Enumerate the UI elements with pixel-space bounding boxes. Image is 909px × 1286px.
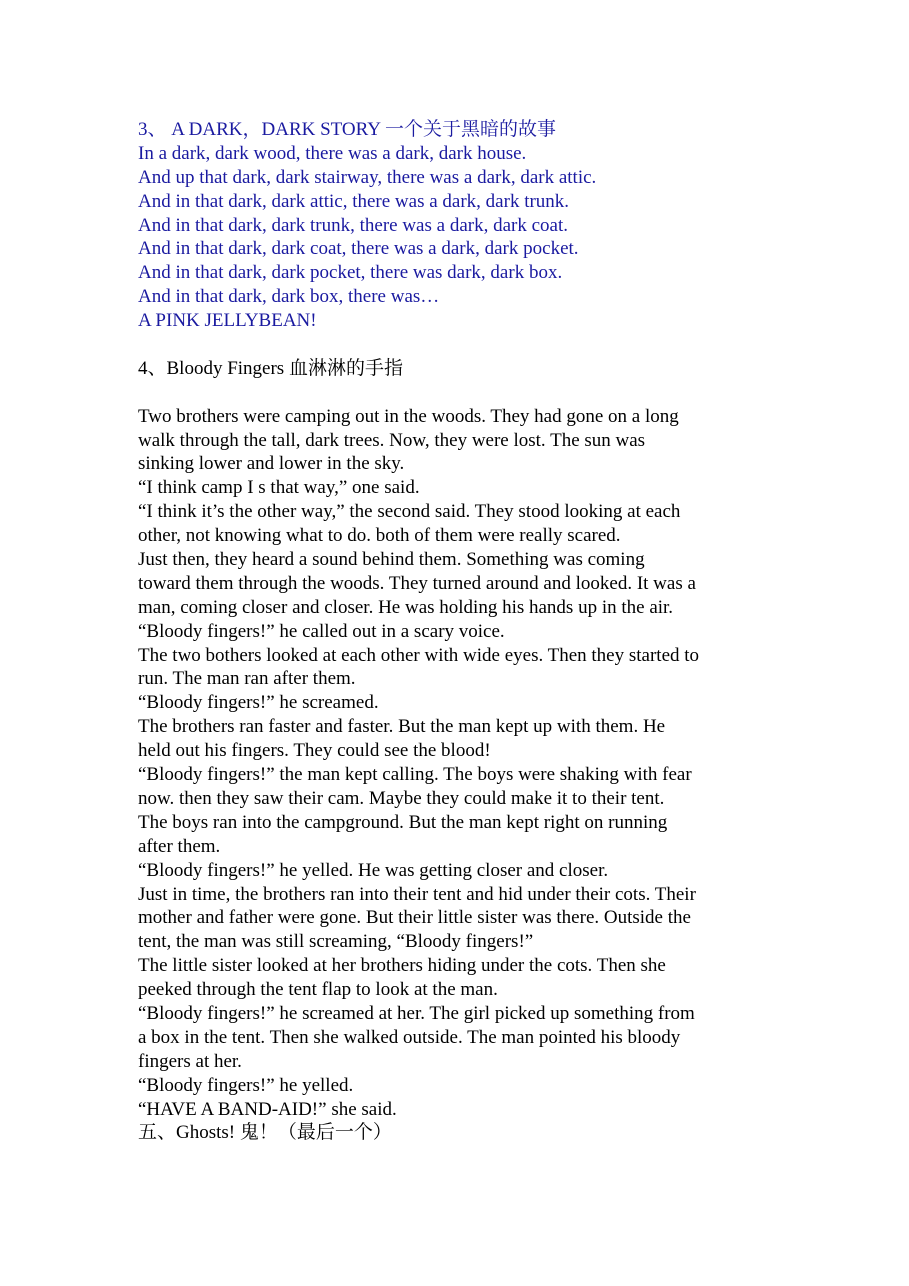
text-line: “I think it’s the other way,” the second said. They stood looking at each bbox=[138, 501, 681, 523]
text-line: And in that dark, dark attic, there was a dark, dark trunk. bbox=[138, 190, 570, 212]
section-3-story bbox=[138, 142, 788, 333]
section-4-story bbox=[138, 405, 788, 1122]
text-line: And in that dark, dark trunk, there was a dark, dark coat. bbox=[138, 214, 568, 236]
text-line: Just then, they heard a sound behind them. Something was coming bbox=[138, 549, 645, 571]
text-line: now. then they saw their cam. Maybe they could make it to their tent. bbox=[138, 787, 665, 809]
text-line: “Bloody fingers!” he called out in a scary voice. bbox=[138, 620, 505, 642]
section-3-heading: 3、 A DARK，DARK STORY 一个关于黑暗的故事 bbox=[138, 119, 557, 140]
text-line: The two bothers looked at each other with wide eyes. Then they started to bbox=[138, 644, 700, 666]
text-line: “Bloody fingers!” the man kept calling. The boys were shaking with fear bbox=[138, 764, 692, 786]
text-line: walk through the tall, dark trees. Now, they were lost. The sun was bbox=[138, 429, 646, 451]
text-line: tent, the man was still screaming, “Bloody fingers!” bbox=[138, 931, 534, 953]
text-line: The little sister looked at her brothers hiding under the cots. Then she bbox=[138, 955, 666, 977]
text-line: fingers at her. bbox=[138, 1050, 242, 1072]
text-line: run. The man ran after them. bbox=[138, 668, 356, 690]
text-line: “Bloody fingers!” he screamed. bbox=[138, 692, 379, 714]
text-line: peeked through the tent flap to look at the man. bbox=[138, 979, 498, 1001]
section-4-heading: 4、Bloody Fingers 血淋淋的手指 bbox=[138, 357, 403, 379]
text-line: In a dark, dark wood, there was a dark, dark house. bbox=[138, 142, 527, 164]
text-line: Just in time, the brothers ran into their tent and hid under their cots. Their bbox=[138, 883, 696, 905]
text-line: toward them through the woods. They turned around and looked. It was a bbox=[138, 572, 696, 594]
text-line: Two brothers were camping out in the woods. They had gone on a long bbox=[138, 405, 679, 427]
spacer bbox=[138, 333, 788, 357]
text-line: “Bloody fingers!” he screamed at her. The girl picked up something from bbox=[138, 1002, 695, 1024]
section-5-heading: 五、Ghosts! 鬼！（最后一个） bbox=[138, 1122, 392, 1144]
text-line: “Bloody fingers!” he yelled. He was getting closer and closer. bbox=[138, 859, 609, 881]
text-line: “Bloody fingers!” he yelled. bbox=[138, 1074, 354, 1096]
text-line: held out his fingers. They could see the blood! bbox=[138, 740, 491, 762]
text-line: And in that dark, dark pocket, there was dark, dark box. bbox=[138, 262, 563, 284]
document-page bbox=[138, 118, 788, 1145]
spacer bbox=[138, 381, 788, 405]
text-line: mother and father were gone. But their little sister was there. Outside the bbox=[138, 907, 691, 929]
text-line: after them. bbox=[138, 835, 221, 857]
text-line: And in that dark, dark coat, there was a dark, dark pocket. bbox=[138, 238, 579, 260]
text-line: other, not knowing what to do. both of them were really scared. bbox=[138, 525, 621, 547]
text-line: A PINK JELLYBEAN! bbox=[138, 310, 317, 332]
text-line: man, coming closer and closer. He was holding his hands up in the air. bbox=[138, 596, 674, 618]
text-line: “HAVE A BAND-AID!” she said. bbox=[138, 1098, 397, 1120]
text-line: “I think camp I s that way,” one said. bbox=[138, 477, 420, 499]
text-line: The boys ran into the campground. But the man kept right on running bbox=[138, 811, 668, 833]
text-line: And in that dark, dark box, there was… bbox=[138, 286, 440, 308]
text-line: sinking lower and lower in the sky. bbox=[138, 453, 405, 475]
text-line: a box in the tent. Then she walked outside. The man pointed his bloody bbox=[138, 1026, 681, 1048]
text-line: The brothers ran faster and faster. But the man kept up with them. He bbox=[138, 716, 666, 738]
text-line: And up that dark, dark stairway, there was a dark, dark attic. bbox=[138, 166, 597, 188]
